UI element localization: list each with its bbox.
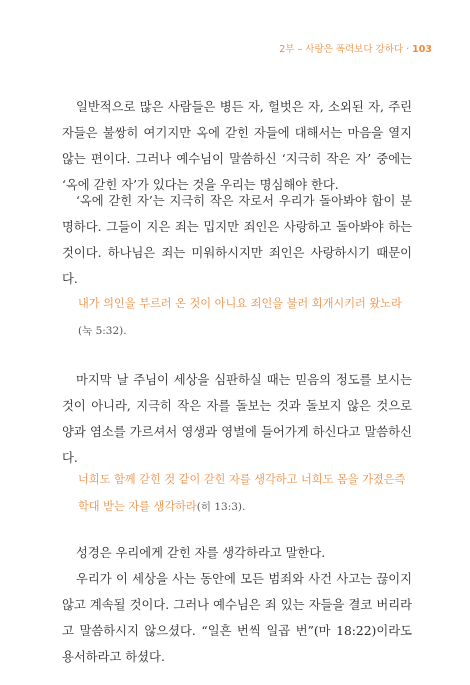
running-header [279,41,432,55]
paragraph-2: ‘옥에 갇힌 자’는 지극히 작은 자로서 우리가 돌아봐야 함이 분명하다. 그들이 지은 죄는 밉지만 죄인은 사랑하고 돌아봐야 하는 것이다. 하나님은 죄는 미워하시지만 죄인은 사랑하시기 때문이다. [62,194,412,286]
header-separator: – [294,44,306,55]
header-dot: · [403,44,413,55]
paragraph-5: 우리가 이 세상을 사는 동안에 모든 범죄와 사건 사고는 끊이지 않고 계속될 것이다. 그러나 예수님은 죄 있는 자들을 결코 버리라고 말씀하시지 않으셨다. “일흔 번씩 일곱 번”(마 18:22)이라도 용서하라고 하셨다. [62,572,412,664]
part-label: 2부 [279,44,295,55]
scripture-quote-2 [78,466,408,521]
scripture-quote-1 [78,290,408,345]
paragraph-3: 마지막 날 주님이 세상을 심판하실 때는 믿음의 정도를 보시는 것이 아니라, 지극히 작은 자를 돌보는 것과 돌보지 않은 것으로 양과 염소를 가르셔서 영생과 영벌에 들어가게 하신다고 말씀하신다. [62,373,412,465]
quote-text: 너희도 함께 갇힌 것 같이 갇힌 자를 생각하고 너희도 몸을 가졌은즉 학대 받는 자를 생각하라 [78,473,406,513]
page-number: 103 [412,44,432,55]
quote-reference: (눅 5:32). [78,325,127,337]
chapter-title: 사랑은 폭력보다 강하다 [305,44,404,55]
paragraph-1: 일반적으로 많은 사람들은 병든 자, 헐벗은 자, 소외된 자, 주린 자들은 불쌍히 여기지만 옥에 갇힌 자들에 대해서는 마음을 열지 않는 편이다. 그러나 예수님이 말씀하신 ‘지극히 작은 자’ 중에는 ‘옥에 갇힌 자’가 있다는 것을 우리는 명심해야 한다. [62,100,412,192]
quote-reference: (히 13:3). [196,501,246,513]
quote-text: 내가 의인을 부르러 온 것이 아니요 죄인을 불러 회개시키러 왔노라 [78,297,402,310]
paragraph-4: 성경은 우리에게 갇힌 자를 생각하라고 말한다. [76,546,326,560]
